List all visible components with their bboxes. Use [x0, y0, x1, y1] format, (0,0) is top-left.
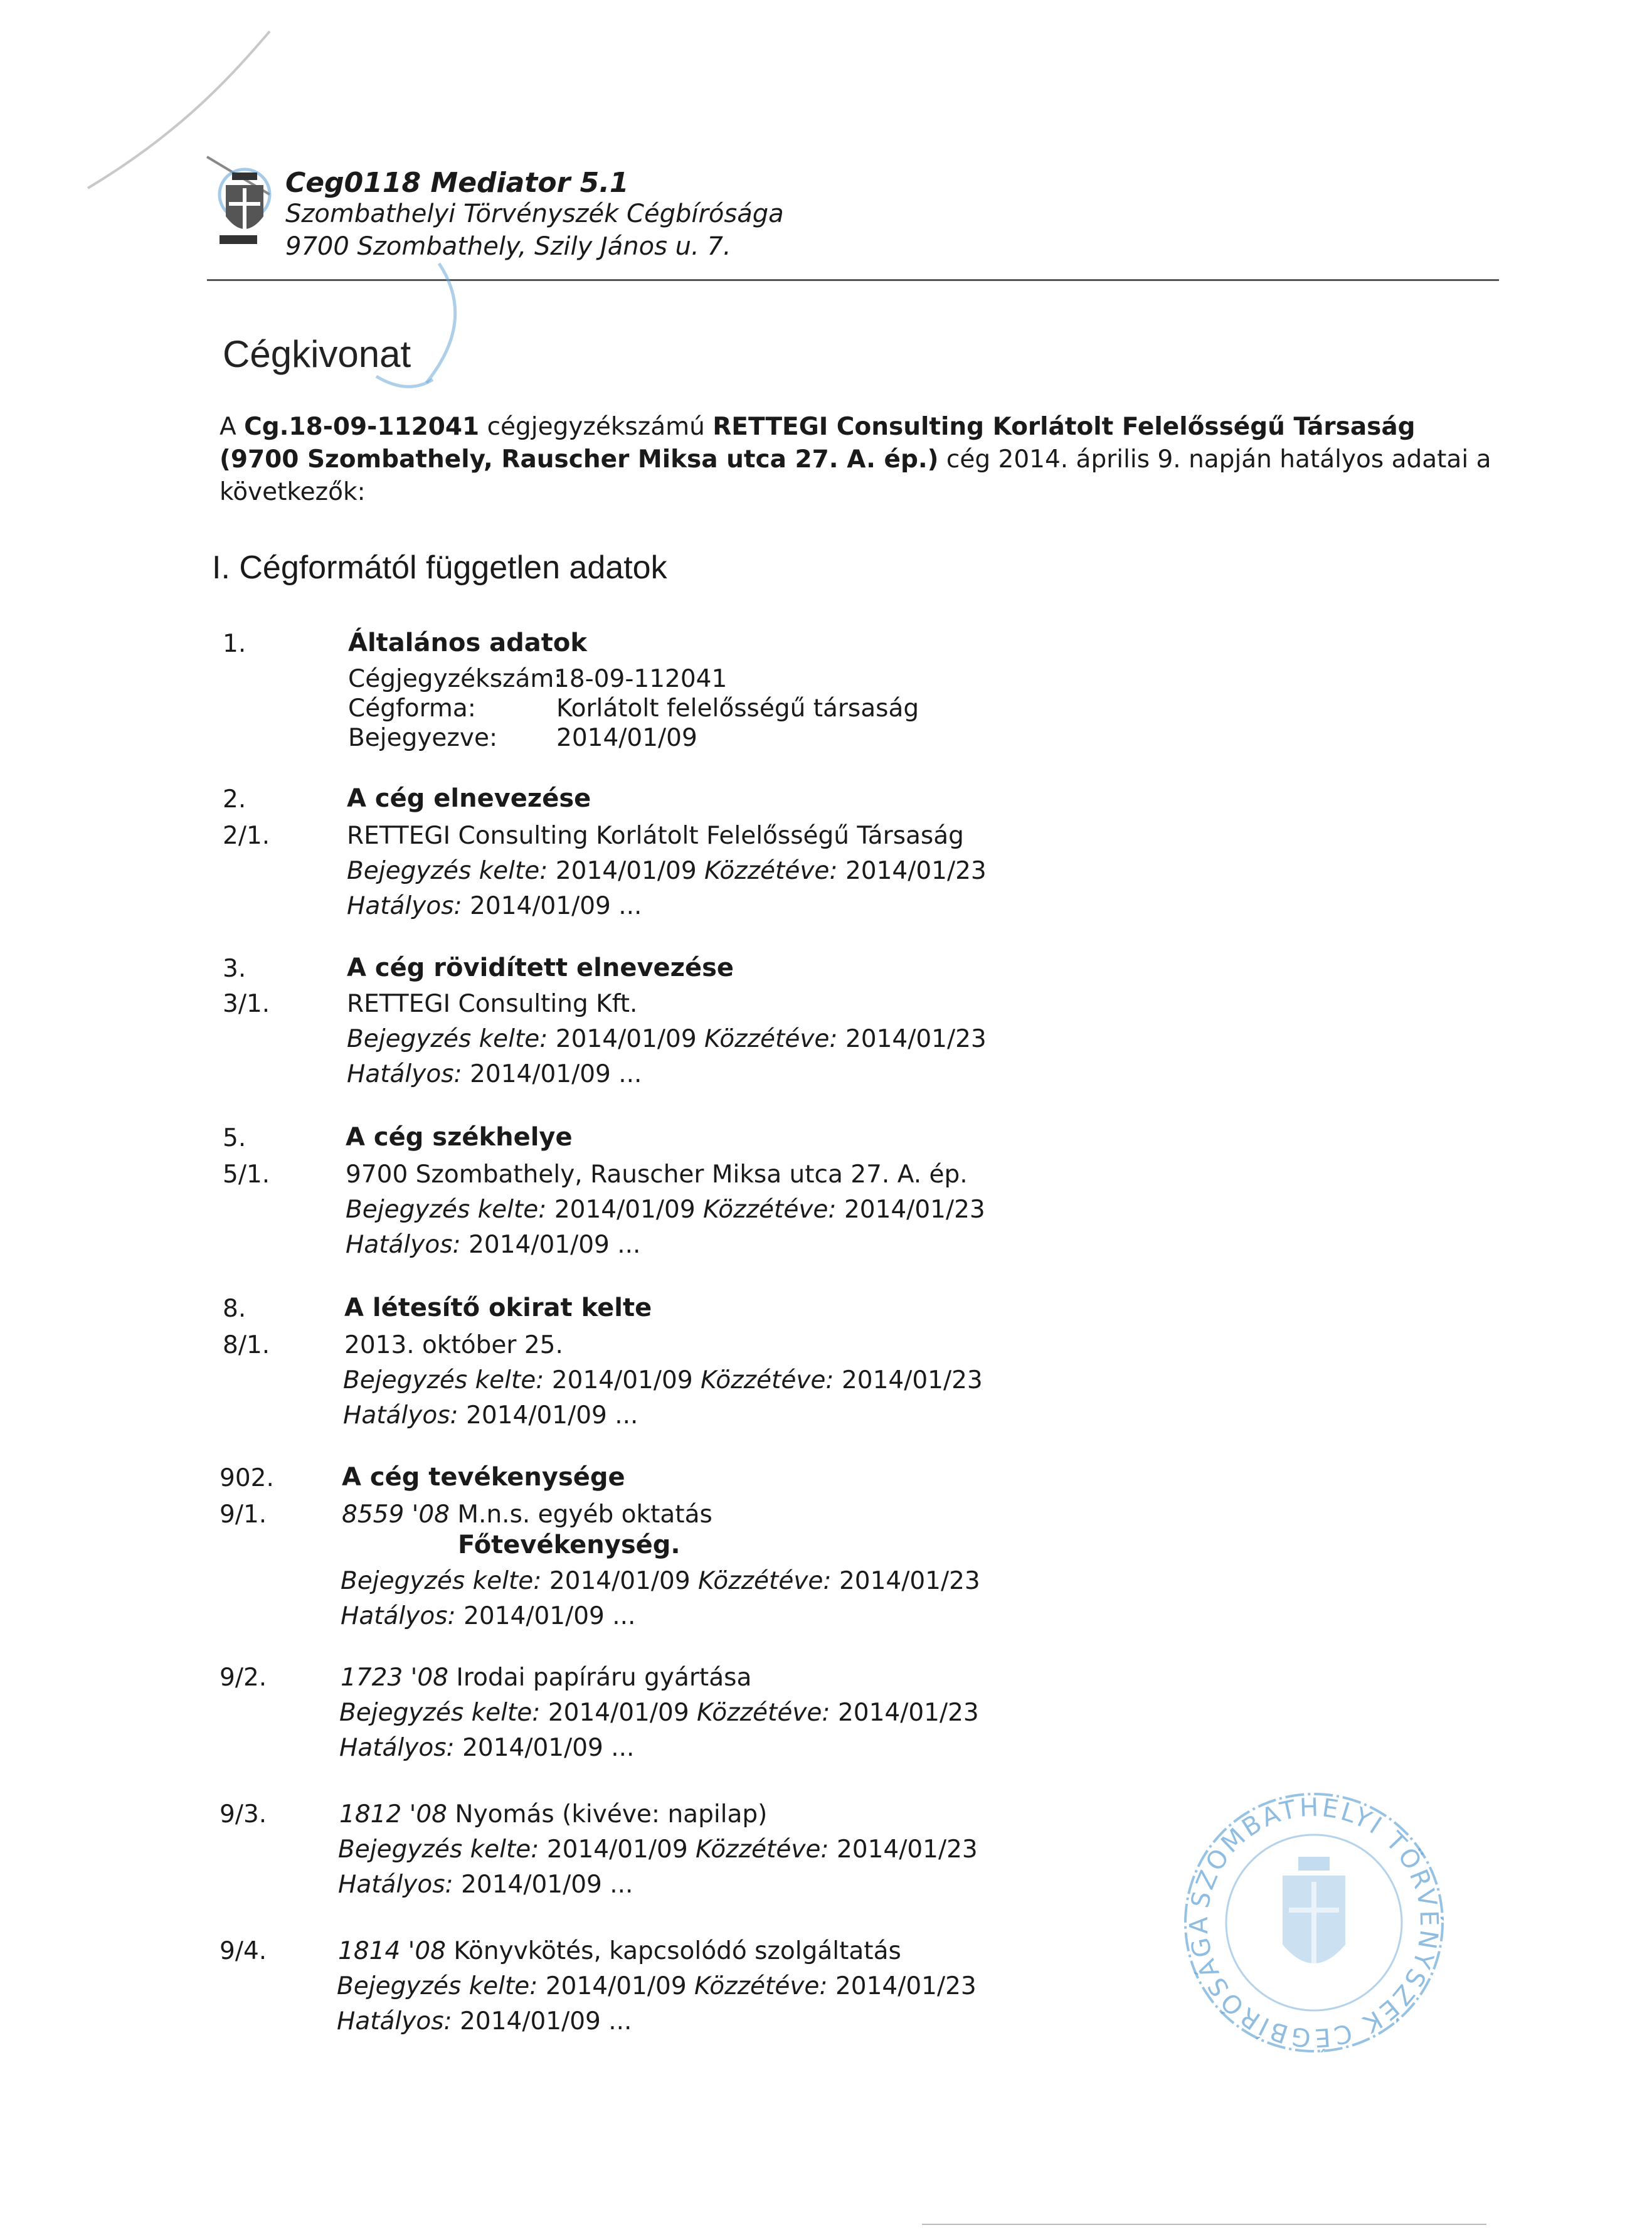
activity-dates: Bejegyzés kelte: 2014/01/09 Közzétéve: 2014/01/23: [337, 1972, 977, 2000]
general-heading: Általános adatok: [348, 629, 587, 657]
intro-paragraph: [220, 411, 1499, 509]
activity-num: 9/3.: [220, 1800, 267, 1829]
intro-suffix: cég 2014. április 9. napján hatályos adatai a következők:: [220, 445, 1491, 506]
section-num: 2.: [223, 785, 246, 814]
section-num: 5.: [223, 1124, 246, 1152]
activity-line: 1814 '08 Könyvkötés, kapcsolódó szolgáltatás: [338, 1937, 901, 1965]
document-title: Cégkivonat: [223, 333, 411, 375]
intro-reg-no: Cg.18-09-112041: [244, 413, 480, 441]
entry-effective: Hatályos: 2014/01/09 ...: [346, 1231, 641, 1259]
entry-value: RETTEGI Consulting Korlátolt Felelősségű Társaság: [347, 822, 964, 850]
court-seal-stamp: [1173, 1781, 1455, 2064]
activity-effective: Hatályos: 2014/01/09 ...: [341, 1602, 636, 1630]
section-num: 8.: [223, 1295, 246, 1323]
activity-dates: Bejegyzés kelte: 2014/01/09 Közzétéve: 2014/01/23: [341, 1567, 980, 1595]
entry-dates: Bejegyzés kelte: 2014/01/09 Közzétéve: 2014/01/23: [346, 1196, 985, 1224]
section-title: I. Cégformától független adatok: [212, 549, 667, 586]
section-num: 902.: [220, 1464, 274, 1492]
section-heading: A cég tevékenysége: [342, 1463, 625, 1492]
entry-dates: Bejegyzés kelte: 2014/01/09 Közzétéve: 2014/01/23: [343, 1366, 983, 1394]
activity-effective: Hatályos: 2014/01/09 ...: [337, 2007, 632, 2036]
section-heading: A cég székhelye: [346, 1123, 573, 1152]
entry-effective: Hatályos: 2014/01/09 ...: [347, 892, 642, 920]
scan-bottom-line: [922, 2224, 1486, 2225]
general-row-value: 2014/01/09: [556, 724, 697, 752]
general-row-label: Bejegyezve:: [348, 724, 498, 752]
section-num: 3.: [223, 955, 246, 983]
section-heading: A létesítő okirat kelte: [344, 1293, 652, 1322]
entry-value: RETTEGI Consulting Kft.: [347, 990, 638, 1018]
activity-num: 9/1.: [220, 1500, 267, 1529]
intro-prefix: A: [220, 413, 245, 441]
entry-dates: Bejegyzés kelte: 2014/01/09 Közzétéve: 2014/01/23: [347, 857, 987, 885]
general-num: 1.: [223, 630, 246, 658]
entry-dates: Bejegyzés kelte: 2014/01/09 Közzétéve: 2014/01/23: [347, 1025, 987, 1053]
activity-dates: Bejegyzés kelte: 2014/01/09 Közzétéve: 2014/01/23: [338, 1835, 978, 1864]
general-row-label: Cégforma:: [348, 694, 476, 723]
entry-value: 9700 Szombathely, Rauscher Miksa utca 27. A. ép.: [346, 1160, 968, 1189]
activity-line: 8559 '08 M.n.s. egyéb oktatás: [342, 1500, 712, 1529]
entry-num: 8/1.: [223, 1331, 270, 1359]
general-row-label: Cégjegyzékszám:: [348, 665, 563, 693]
intro-mid: cégjegyzékszámú: [479, 413, 713, 441]
entry-effective: Hatályos: 2014/01/09 ...: [343, 1401, 638, 1430]
general-row-value: 18-09-112041: [554, 665, 728, 693]
app-title: Ceg0118 Mediator 5.1: [285, 167, 629, 199]
section-heading: A cég elnevezése: [347, 784, 591, 813]
entry-num: 3/1.: [223, 990, 270, 1018]
activity-line: 1812 '08 Nyomás (kivéve: napilap): [339, 1800, 768, 1829]
entry-num: 5/1.: [223, 1160, 270, 1189]
activity-effective: Hatályos: 2014/01/09 ...: [338, 1871, 633, 1899]
entry-effective: Hatályos: 2014/01/09 ...: [347, 1060, 642, 1088]
activity-dates: Bejegyzés kelte: 2014/01/09 Közzétéve: 2014/01/23: [339, 1699, 979, 1727]
court-name: Szombathelyi Törvényszék Cégbírósága: [285, 199, 784, 228]
general-row-value: Korlátolt felelősségű társaság: [556, 694, 919, 723]
intro-company: RETTEGI Consulting Korlátolt Felelősségű Társaság (9700 Szombathely, Rauscher Miksa utca 27. A. ép.): [220, 413, 1416, 474]
activity-num: 9/2.: [220, 1664, 267, 1692]
entry-num: 2/1.: [223, 822, 270, 850]
activity-main-label: Főtevékenység.: [458, 1531, 680, 1559]
seal-text: SZOMBATHELYI TÖRVÉNYSZÉK CÉGBÍRÓSÁGA: [1184, 1793, 1444, 2052]
coat-of-arms-icon: [207, 160, 276, 260]
section-heading: A cég rövidített elnevezése: [347, 953, 734, 982]
activity-effective: Hatályos: 2014/01/09 ...: [339, 1734, 635, 1762]
activity-line: 1723 '08 Irodai papíráru gyártása: [341, 1664, 752, 1692]
entry-value: 2013. október 25.: [344, 1331, 563, 1359]
court-address: 9700 Szombathely, Szily János u. 7.: [285, 232, 731, 261]
activity-num: 9/4.: [220, 1937, 267, 1965]
